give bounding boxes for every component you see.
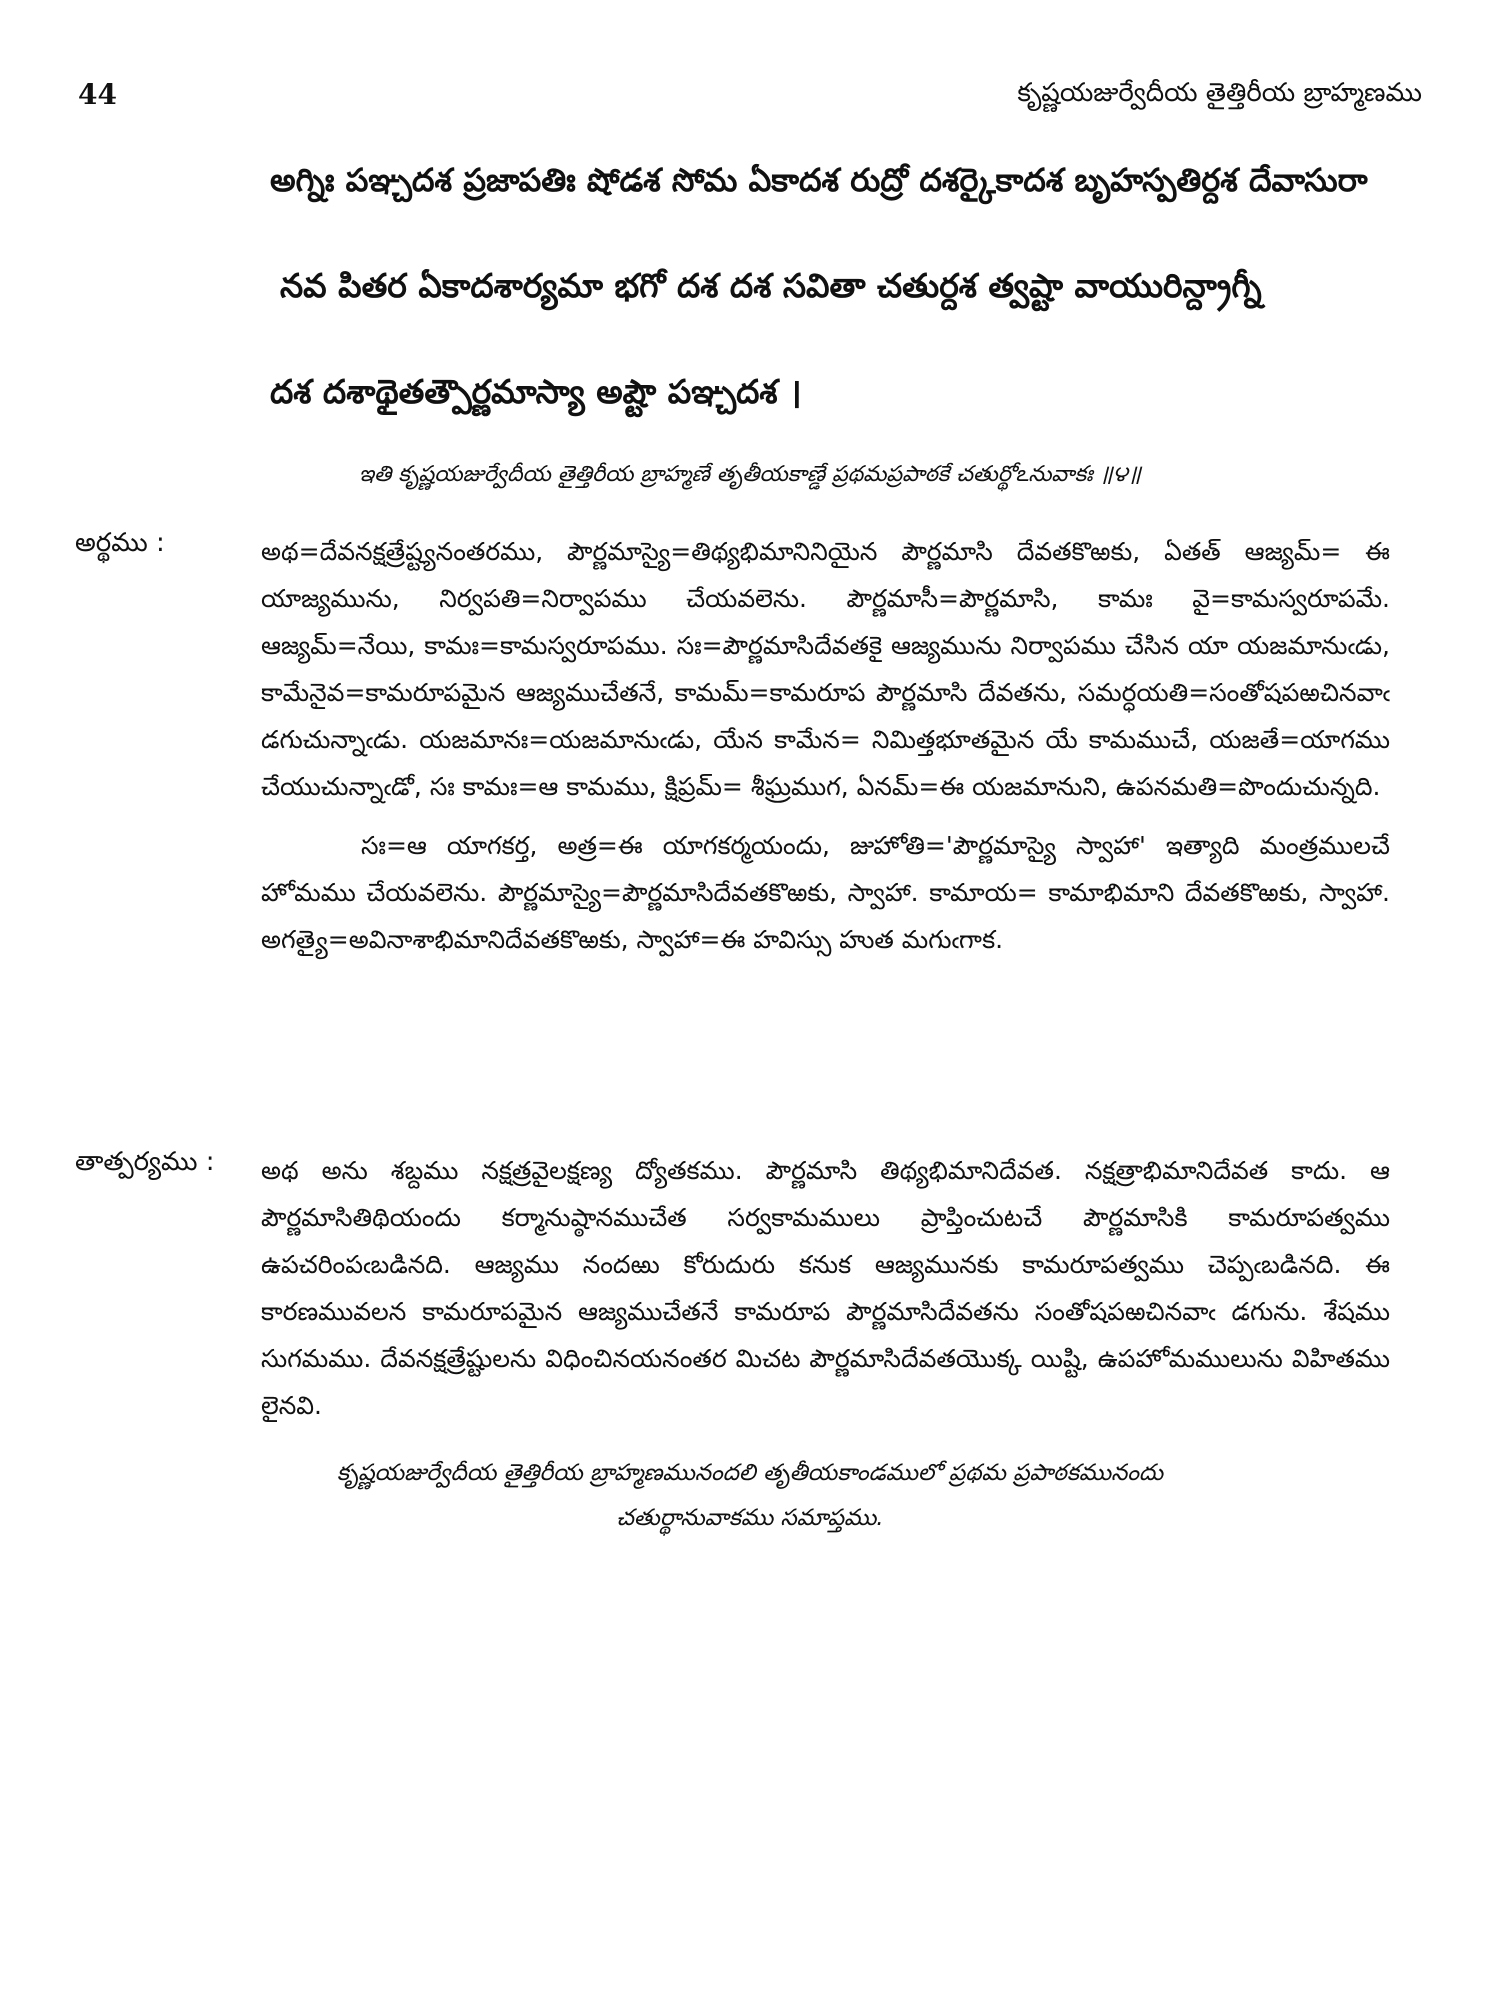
meaning-label: అర్థము : [75, 528, 165, 558]
page-header [78, 78, 1422, 118]
purport-label: తాత్పర్యము : [75, 1147, 215, 1177]
closing-line-1: కృష్ణయజుర్వేదీయ తైత్తిరీయ బ్రాహ్మణమునందలి తృతీయకాండములో ప్రథమ ప్రపాఠకమునందు [336, 1460, 1164, 1486]
page-number: 44 [78, 78, 117, 111]
meaning-paragraph: సః=ఆ యాగకర్త, అత్ర=ఈ యాగకర్మయందు, జుహోతి='పౌర్ణమాస్యై స్వాహా' ఇత్యాది మంత్రములచే హోమము చేయవలెను. పౌర్ణమాస్యై=పౌర్ణమాసిదేవతకొఱకు, స్వాహా. కామాయ= కామాభిమాని దేవతకొఱకు, స్వాహా. అగత్యై=అవినాశాభిమానిదేవతకొఱకు, స్వాహా=ఈ హవిస్సు హుత మగుఁగాక. [261, 831, 1390, 954]
verse-line: నవ పితర ఏకాదశార్యమా భగో దశ దశ సవితా చతుర్దశ త్వష్టా వాయురిన్ద్రాగ్నీ [280, 266, 1262, 305]
purport-body [261, 1147, 1390, 1429]
meaning-section [75, 528, 1390, 963]
closing-colophon [0, 1451, 1500, 1541]
verse-block [270, 150, 1390, 468]
closing-line-2: చతుర్థానువాకము సమాప్తము. [616, 1505, 884, 1531]
meaning-paragraph: అథ=దేవనక్షత్రేష్ట్యనంతరము, పౌర్ణమాస్యై=తిథ్యభిమానినియైన పౌర్ణమాసి దేవతకొఱకు, ఏతత్ ఆజ్యమ్= ఈ యాజ్యమును, నిర్వపతి=నిర్వాపము చేయవలెను. పౌర్ణమాసీ=పౌర్ణమాసి, కామః వై=కామస్వరూపమే. ఆజ్యమ్=నేయి, కామః=కామస్వరూపము. సః=పౌర్ణమాసిదేవతకై ఆజ్యమును నిర్వాపము చేసిన యా యజమానుఁడు, కామేనైవ=కామరూపమైన ఆజ్యముచేతనే, కామమ్=కామరూప పౌర్ణమాసి దేవతను, సమర్ధయతి=సంతోషపఱచినవాఁ డగుచున్నాఁడు. యజమానః=యజమానుఁడు, యేన కామేన= నిమిత్తభూతమైన యే కామముచే, యజతే=యాగము చేయుచున్నాఁడో, సః కామః=ఆ కామము, క్షిప్రమ్= శీఘ్రముగ, ఏనమ్=ఈ యజమానుని, ఉపనమతి=పొందుచున్నది. [261, 537, 1390, 801]
running-title: కృష్ణయజుర్వేదీయ తైత్తిరీయ బ్రాహ్మణము [1017, 78, 1422, 108]
purport-section [75, 1147, 1390, 1429]
verse-line: అగ్నిః పఞ్చదశ ప్రజాపతిః షోడశ సోమ ఏకాదశ రుద్రో దశర్కైకాదశ బృహస్పతిర్దశ దేవాసురా [270, 161, 1368, 199]
verse-line: దశ దశాథైతత్పౌర్ణమాస్యా అష్టౌ పఞ్చదశ । [270, 372, 802, 411]
purport-paragraph: అథ అను శబ్దము నక్షత్రవైలక్షణ్య ద్యోతకము. పౌర్ణమాసి తిథ్యభిమానిదేవత. నక్షత్రాభిమానిదేవత కాదు. ఆ పౌర్ణమాసితిథియందు కర్మానుష్ఠానముచేత సర్వకామములు ప్రాప్తించుటచే పౌర్ణమాసికి కామరూపత్వము ఉపచరింపఁబడినది. ఆజ్యము నందఱు కోరుదురు కనుక ఆజ్యమునకు కామరూపత్వము చెప్పఁబడినది. ఈ కారణమువలన కామరూపమైన ఆజ్యముచేతనే కామరూప పౌర్ణమాసిదేవతను సంతోషపఱచినవాఁ డగును. శేషము సుగమము. దేవనక్షత్రేష్టులను విధించినయనంతర మిచట పౌర్ణమాసిదేవతయొక్క యిష్టి, ఉపహోమములును విహితము లైనవి. [261, 1156, 1390, 1420]
anuvaka-colophon: ఇతి కృష్ణయజుర్వేదీయ తైత్తిరీయ బ్రాహ్మణే తృతీయకాణ్డే ప్రథమప్రపాఠకే చతుర్థోఽనువాకః ॥౪॥ [358, 462, 1142, 487]
meaning-body [261, 528, 1390, 963]
